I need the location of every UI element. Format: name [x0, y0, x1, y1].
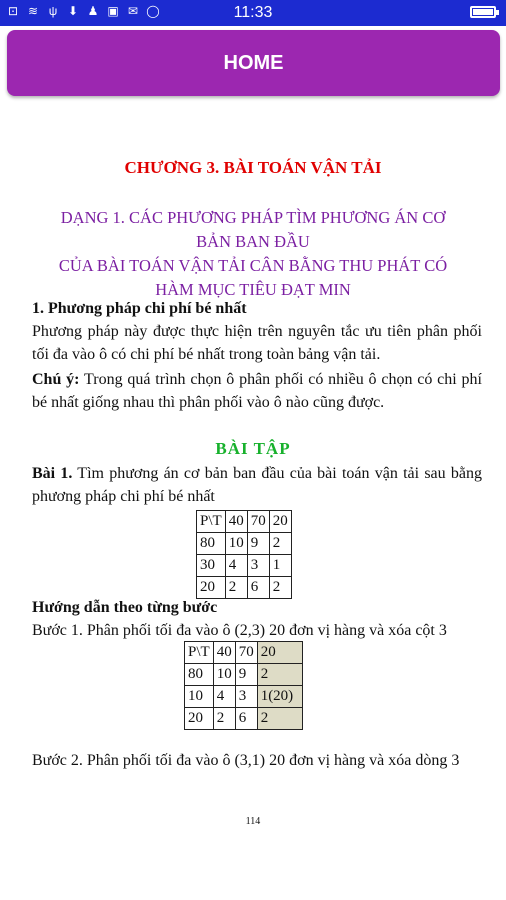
method-text: Phương pháp này được thực hiện trên nguyên tắc ưu tiên phân phối tối đa vào ô có chi phí bé nhất trong toàn bảng vận tải. [32, 323, 482, 363]
table-cell: 30 [197, 555, 226, 577]
table-cell: 10 [213, 664, 235, 686]
person-icon: ♟ [87, 4, 99, 18]
heading-line: CỦA BÀI TOÁN VẬN TẢI CÂN BẰNG THU PHÁT CÓ [58, 256, 448, 275]
mail-icon: ✉ [127, 4, 139, 18]
table-cell: 9 [235, 664, 257, 686]
table-cell: 80 [185, 664, 214, 686]
method-heading: 1. Phương pháp chi phí bé nhất [32, 300, 247, 317]
table-cell: 3 [247, 555, 269, 577]
table-cell: 1 [269, 555, 291, 577]
table-cell: 10 [185, 686, 214, 708]
sync-icon: ◯ [146, 4, 160, 18]
table-cell: 2 [269, 577, 291, 599]
chapter-title: CHƯƠNG 3. BÀI TOÁN VẬN TẢI [124, 158, 382, 177]
exercise-label: Bài 1. [32, 465, 73, 482]
cost-table-1 [196, 510, 292, 599]
table-cell: 2 [257, 708, 302, 730]
table-cell: 1(20) [257, 686, 302, 708]
step-1: Bước 1. Phân phối tối đa vào ô (2,3) 20 đơn vị hàng và xóa cột 3 [32, 622, 447, 639]
home-button[interactable]: HOME [7, 30, 500, 96]
heading-line: DẠNG 1. CÁC PHƯƠNG PHÁP TÌM PHƯƠNG ÁN CƠ [60, 208, 446, 227]
table-row [185, 708, 303, 730]
heading-line: HÀM MỤC TIÊU ĐẠT MIN [155, 280, 351, 299]
note-text: Trong quá trình chọn ô phân phối có nhiều ô chọn có chi phí bé nhất giống nhau thì phân phối vào ô nào cũng được. [32, 371, 482, 411]
step-2: Bước 2. Phân phối tối đa vào ô (3,1) 20 đơn vị hàng và xóa dòng 3 [32, 752, 460, 769]
table-cell: 20 [269, 511, 291, 533]
table-cell: P\T [185, 642, 214, 664]
wifi-icon: ≋ [27, 4, 39, 18]
table-row [197, 555, 292, 577]
table-cell: 2 [225, 577, 247, 599]
table-cell: 10 [225, 533, 247, 555]
page-number: 114 [245, 816, 261, 827]
table-cell: 80 [197, 533, 226, 555]
download-icon: ⬇ [67, 4, 79, 18]
status-bar [0, 0, 506, 26]
document-page [0, 96, 506, 900]
exercise-1 [32, 462, 482, 508]
table-cell: 20 [197, 577, 226, 599]
table-cell: 70 [247, 511, 269, 533]
battery-icon [470, 6, 496, 18]
table-cell: 20 [185, 708, 214, 730]
exercise-text: Tìm phương án cơ bản ban đầu của bài toán vận tải sau bằng phương pháp chi phí bé nhất [32, 465, 482, 505]
table-cell: 40 [213, 642, 235, 664]
table-cell: 70 [235, 642, 257, 664]
guide-heading: Hướng dẫn theo từng bước [32, 599, 218, 616]
table-cell: 6 [247, 577, 269, 599]
status-time: 11:33 [233, 4, 273, 21]
notification-icon: ⊡ [7, 4, 19, 18]
note-paragraph [32, 368, 482, 414]
table-cell: 40 [225, 511, 247, 533]
exercise-heading: BÀI TẬP [215, 439, 291, 458]
table-cell: 2 [257, 664, 302, 686]
note-label: Chú ý: [32, 371, 80, 388]
table-cell: 20 [257, 642, 302, 664]
usb-icon: ψ [48, 4, 58, 18]
section-heading [20, 206, 486, 302]
image-icon: ▣ [107, 4, 119, 18]
table-cell: 3 [235, 686, 257, 708]
cost-table-2 [184, 641, 303, 730]
table-row [197, 511, 292, 533]
table-cell: 9 [247, 533, 269, 555]
table-cell: 4 [213, 686, 235, 708]
table-row [185, 686, 303, 708]
table-cell: 4 [225, 555, 247, 577]
table-cell: 2 [269, 533, 291, 555]
table-row [185, 664, 303, 686]
table-cell: 6 [235, 708, 257, 730]
table-cell: 2 [213, 708, 235, 730]
table-cell: P\T [197, 511, 226, 533]
table-row [197, 533, 292, 555]
table-row [185, 642, 303, 664]
heading-line: BẢN BAN ĐẦU [196, 232, 310, 251]
